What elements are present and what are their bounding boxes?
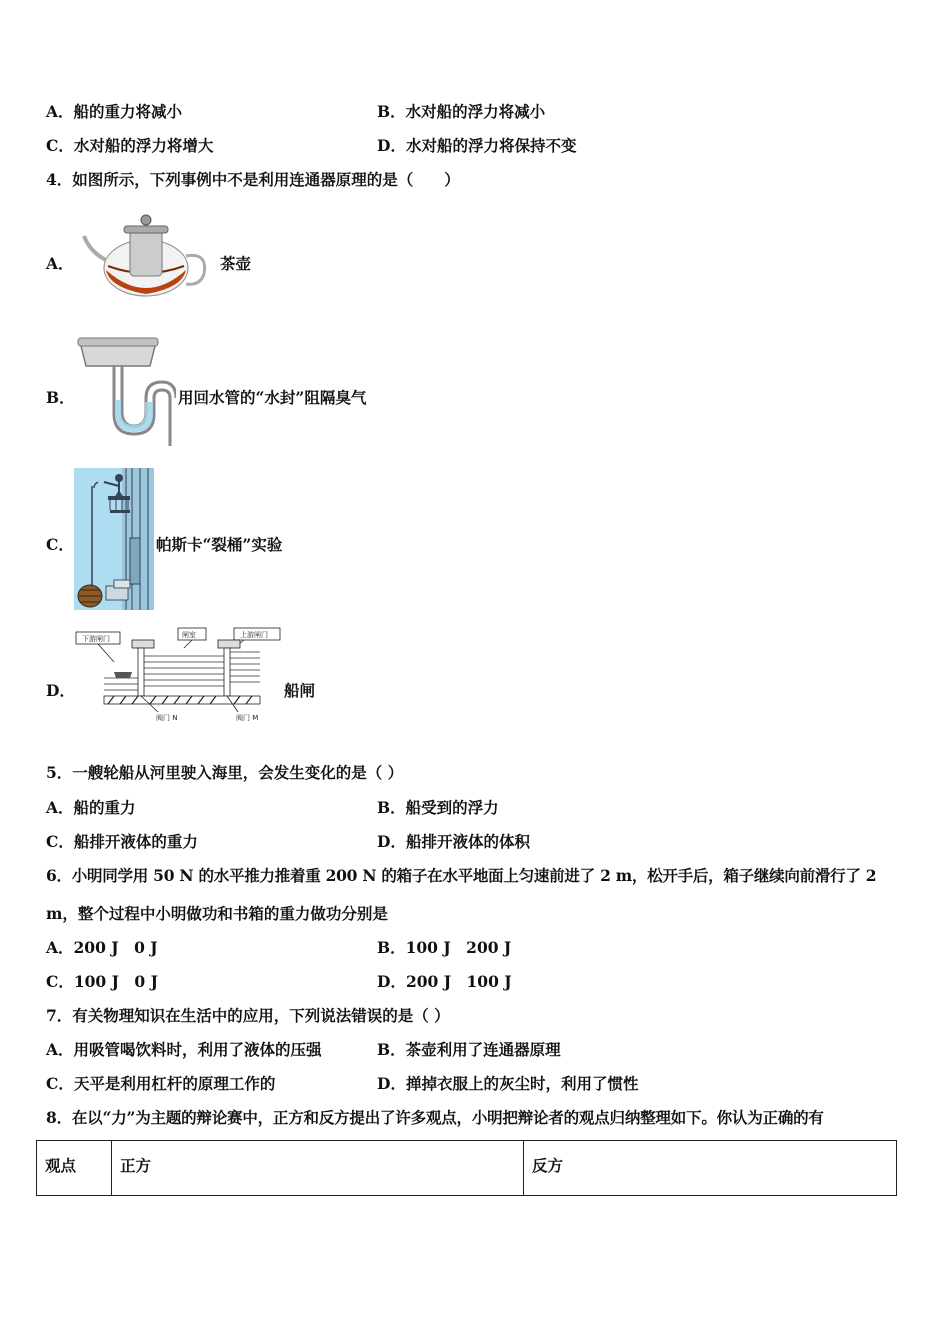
table-header-affirmative: 正方 xyxy=(112,1141,524,1196)
lock-label-valve-n: 阀门 N xyxy=(156,714,178,722)
q3-option-a: A．船的重力将减小 xyxy=(46,102,183,121)
q3-option-d: D．水对船的浮力将保持不变 xyxy=(377,136,577,155)
q6-option-b: B．100 J 200 J xyxy=(377,938,512,957)
q7-option-c: C．天平是利用杠杆的原理工作的 xyxy=(46,1074,276,1093)
lock-label-chamber: 闸室 xyxy=(182,631,196,639)
q5-option-b: B．船受到的浮力 xyxy=(377,798,499,817)
q4-option-c-caption: 帕斯卡“裂桶”实验 xyxy=(156,535,283,554)
q5-option-d: D．船排开液体的体积 xyxy=(377,832,530,851)
q6-stem-line1: 6．小明同学用 50 N 的水平推力推着重 200 N 的箱子在水平地面上匀速前进了 2 m，松开手后，箱子继续向前滑行了 2 xyxy=(46,866,877,885)
q4-option-d-label: D． xyxy=(46,681,75,700)
table-header-viewpoint: 观点 xyxy=(37,1141,112,1196)
q7-option-d: D．掸掉衣服上的灰尘时，利用了惯性 xyxy=(377,1074,639,1093)
q6-option-d: D．200 J 100 J xyxy=(377,972,512,991)
q4-option-a-caption: 茶壶 xyxy=(220,254,252,273)
q4-option-a-label: A． xyxy=(46,254,74,273)
q7-option-a: A．用吸管喝饮料时，利用了液体的压强 xyxy=(46,1040,322,1059)
lock-label-upstream-gate: 上游闸门 xyxy=(240,631,268,639)
sink-trap-image xyxy=(76,336,176,448)
q6-option-a: A．200 J 0 J xyxy=(46,938,158,957)
q3-option-b: B．水对船的浮力将减小 xyxy=(377,102,546,121)
q7-option-b: B．茶壶利用了连通器原理 xyxy=(377,1040,561,1059)
q4-option-c-label: C． xyxy=(46,535,74,554)
q8-viewpoint-table xyxy=(36,1140,897,1196)
q5-option-c: C．船排开液体的重力 xyxy=(46,832,198,851)
q4-option-b-label: B． xyxy=(46,388,75,407)
lock-label-downstream-gate: 下游闸门 xyxy=(82,635,110,643)
lock-label-valve-m: 阀门 M xyxy=(236,714,259,722)
ship-lock-image xyxy=(74,626,284,724)
q7-stem: 7．有关物理知识在生活中的应用，下列说法错误的是（ ） xyxy=(46,1006,450,1025)
pascal-barrel-image xyxy=(74,468,154,610)
q5-stem: 5．一艘轮船从河里驶入海里，会发生变化的是（ ） xyxy=(46,763,404,782)
q4-stem: 4．如图所示，下列事例中不是利用连通器原理的是（ ） xyxy=(46,170,460,189)
table-header-negative: 反方 xyxy=(524,1141,897,1196)
q3-option-c: C．水对船的浮力将增大 xyxy=(46,136,214,155)
q4-option-d-caption: 船闸 xyxy=(284,681,316,700)
teapot-image xyxy=(82,208,210,300)
q4-option-b-caption: 用回水管的“水封”阻隔臭气 xyxy=(178,388,367,407)
q6-stem-line2: m，整个过程中小明做功和书箱的重力做功分别是 xyxy=(46,904,388,923)
q5-option-a: A．船的重力 xyxy=(46,798,136,817)
q8-stem: 8．在以“力”为主题的辩论赛中，正方和反方提出了许多观点，小明把辩论者的观点归纳整理如下。你认为正确的有 xyxy=(46,1108,824,1127)
q6-option-c: C．100 J 0 J xyxy=(46,972,158,991)
